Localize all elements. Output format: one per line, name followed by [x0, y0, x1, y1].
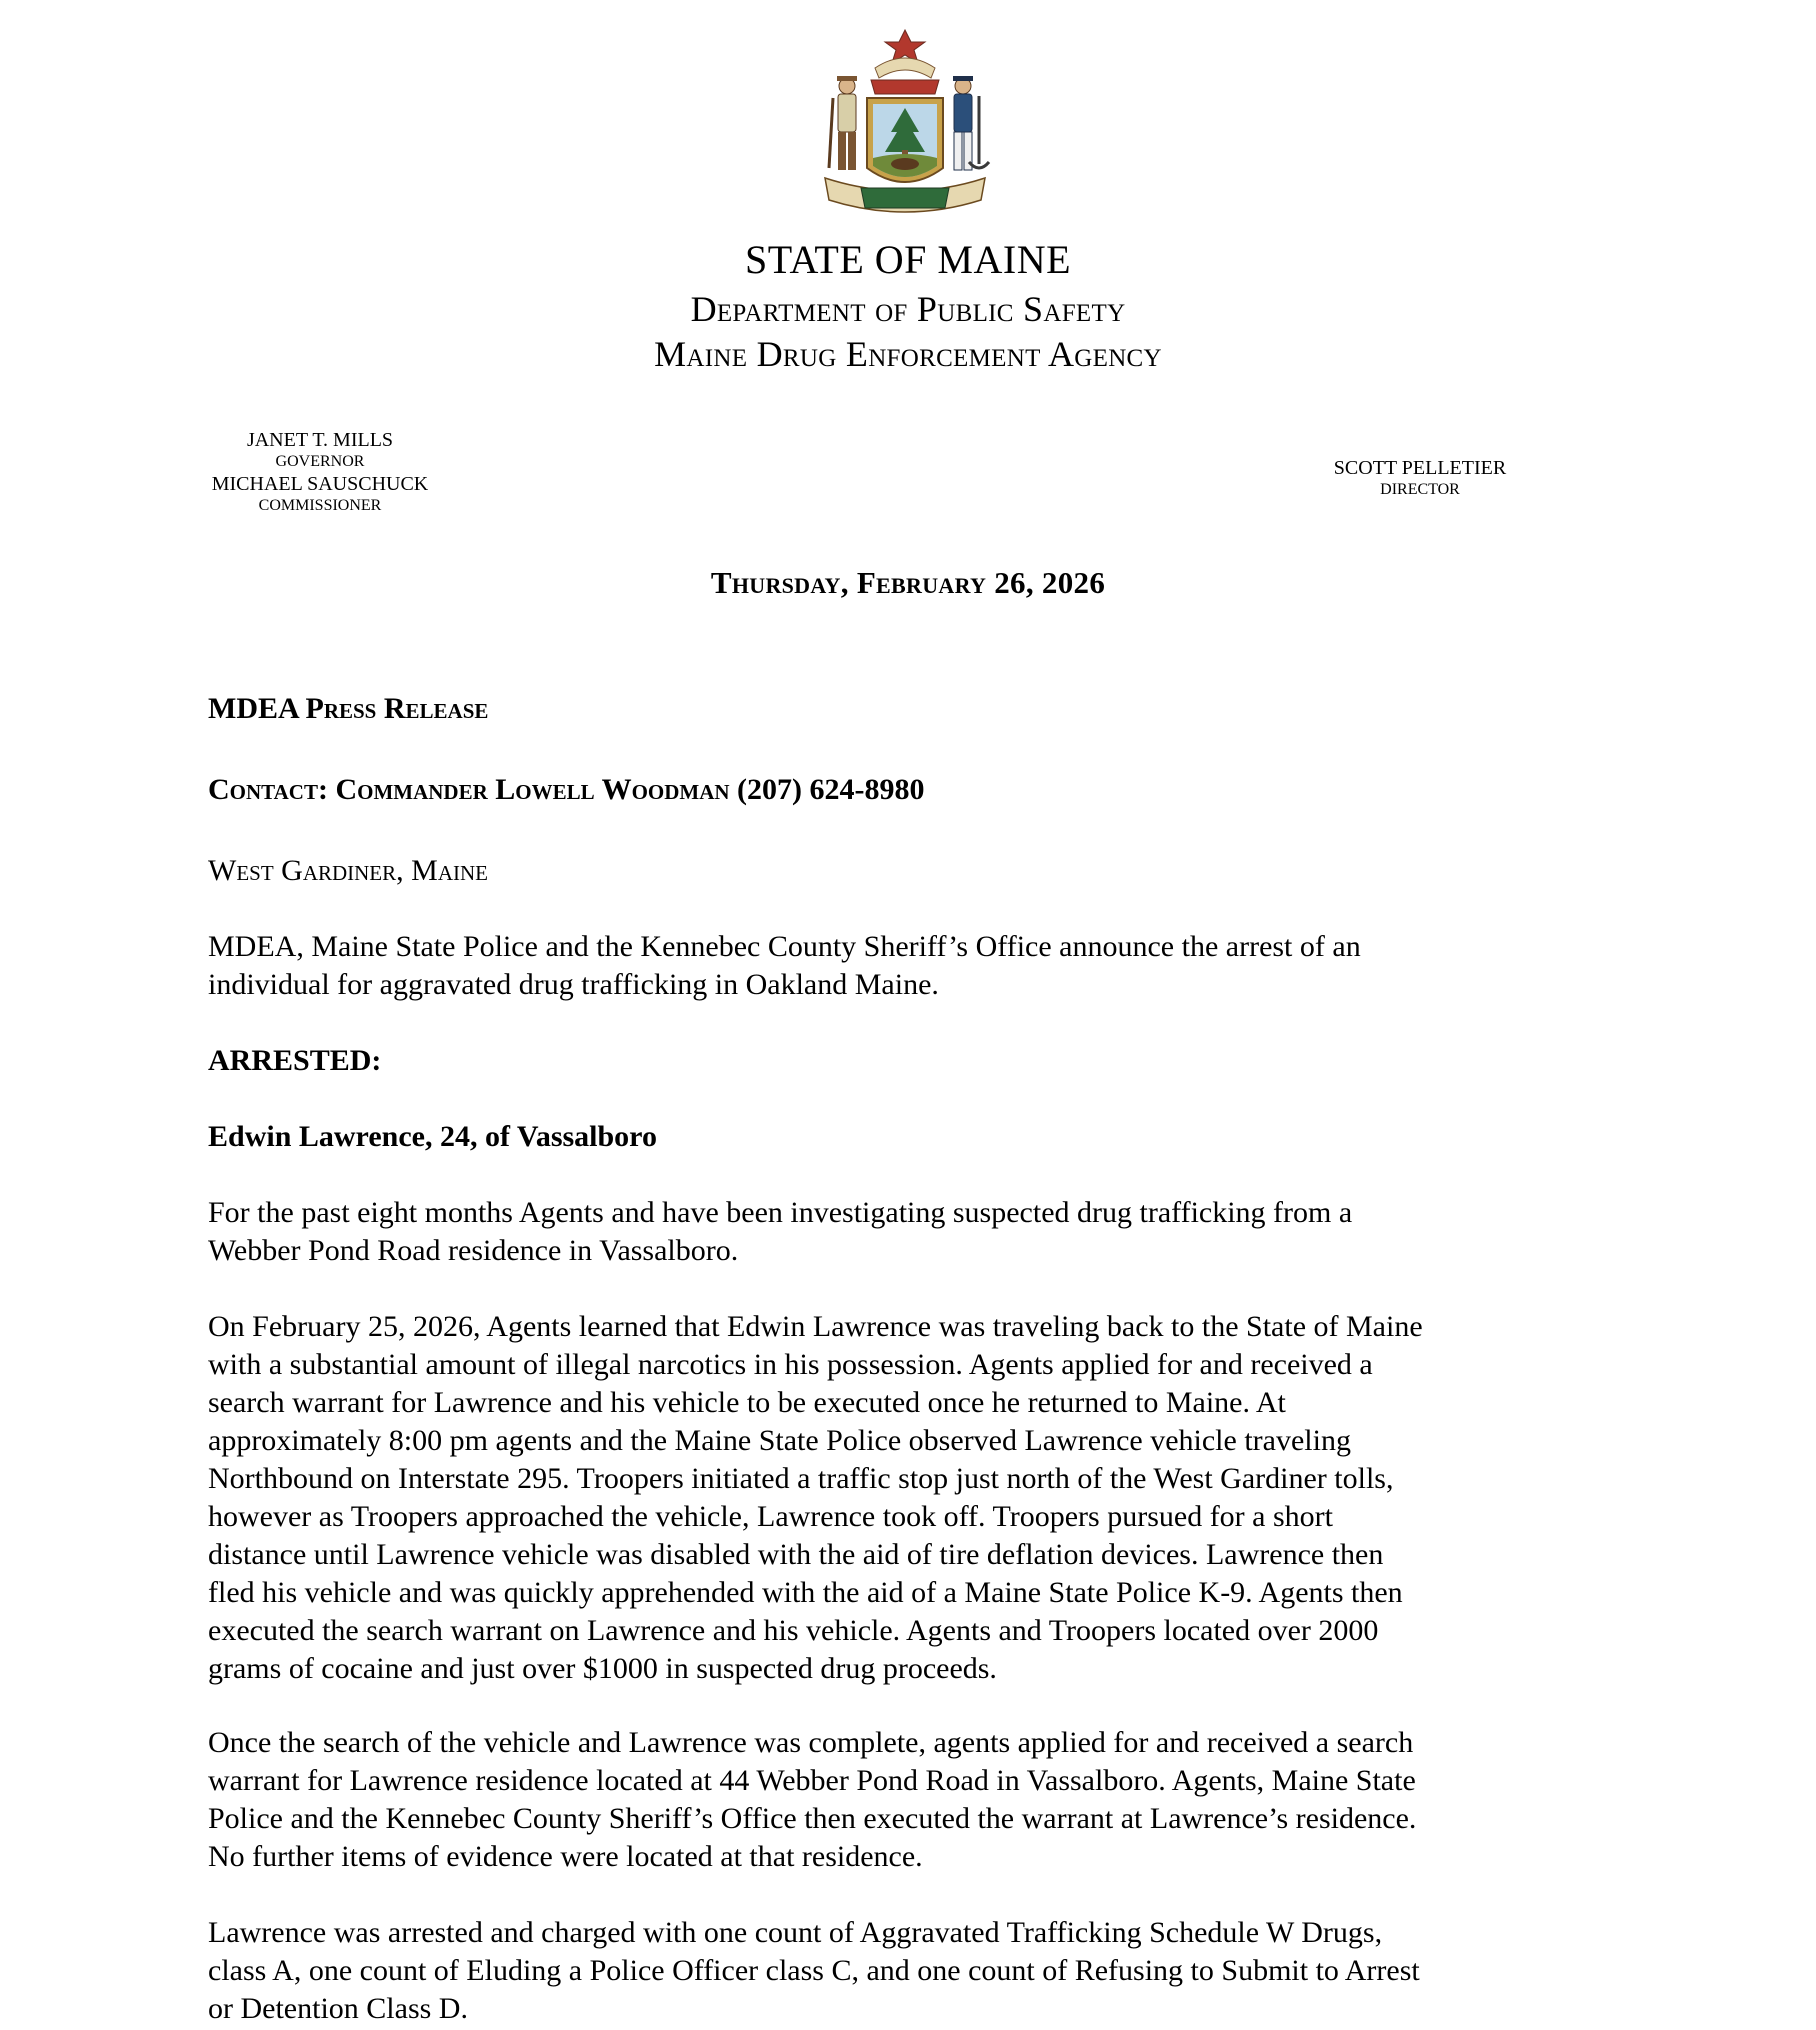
paragraph-line: No further items of evidence were located at that residence.: [208, 1840, 923, 1873]
left-officials: [200, 428, 440, 516]
paragraph-line: search warrant for Lawrence and his vehicle to be executed once he returned to Maine. At: [208, 1386, 1286, 1419]
paragraph-line: approximately 8:00 pm agents and the Maine State Police observed Lawrence vehicle traveling: [208, 1424, 1351, 1457]
governor-name: JANET T. MILLS: [246, 429, 394, 451]
department-title: Department of Public Safety: [690, 289, 1126, 329]
release-heading: MDEA Press Release: [208, 692, 489, 725]
paragraph-line: Northbound on Interstate 295. Troopers initiated a traffic stop just north of the West Gardiner tolls,: [208, 1462, 1394, 1495]
paragraph-line: Once the search of the vehicle and Lawrence was complete, agents applied for and received a search: [208, 1726, 1414, 1759]
paragraph-charges: [208, 1914, 1608, 2028]
paragraph-line: class A, one count of Eluding a Police Officer class C, and one count of Refusing to Submit to Arrest: [208, 1954, 1420, 1987]
maine-state-seal-icon: [805, 28, 1005, 224]
paragraph-line: On February 25, 2026, Agents learned that Edwin Lawrence was traveling back to the State of Maine: [208, 1310, 1423, 1343]
state-title: STATE OF MAINE: [744, 237, 1072, 282]
paragraph-line: fled his vehicle and was quickly apprehended with the aid of a Maine State Police K-9. Agents then: [208, 1576, 1403, 1609]
paragraph-line: Lawrence was arrested and charged with one count of Aggravated Trafficking Schedule W Drugs,: [208, 1916, 1383, 1949]
arrested-person: Edwin Lawrence, 24, of Vassalboro: [208, 1120, 657, 1153]
contact-line: Contact: Commander Lowell Woodman (207) 624-8980: [208, 773, 925, 806]
paragraph-line: however as Troopers approached the vehicle, Lawrence took off. Troopers pursued for a short: [208, 1500, 1333, 1533]
director-title: DIRECTOR: [1380, 481, 1460, 498]
paragraph-line: Police and the Kennebec County Sheriff’s Office then executed the warrant at Lawrence’s residence.: [208, 1802, 1417, 1835]
paragraph-investigation: [208, 1194, 1608, 1270]
paragraph-line: distance until Lawrence vehicle was disabled with the aid of tire deflation devices. Lawrence then: [208, 1538, 1384, 1571]
paragraph-line: executed the search warrant on Lawrence and his vehicle. Agents and Troopers located over 2000: [208, 1614, 1379, 1647]
intro-line: individual for aggravated drug trafficking in Oakland Maine.: [208, 968, 939, 1001]
governor-title: GOVERNOR: [275, 453, 365, 470]
commissioner-name: MICHAEL SAUSCHUCK: [211, 473, 429, 495]
paragraph-line: with a substantial amount of illegal narcotics in his possession. Agents applied for and received a: [208, 1348, 1373, 1381]
paragraph-line: warrant for Lawrence residence located at 44 Webber Pond Road in Vassalboro. Agents, Maine State: [208, 1764, 1416, 1797]
paragraph-residence-search: [208, 1724, 1608, 1876]
arrested-label: ARRESTED:: [208, 1044, 382, 1077]
paragraph-line: For the past eight months Agents and have been investigating suspected drug trafficking from a: [208, 1196, 1353, 1229]
release-date: Thursday, February 26, 2026: [710, 565, 1106, 600]
dateline: West Gardiner, Maine: [208, 854, 488, 887]
right-officials: [1310, 456, 1530, 500]
paragraph-arrest-details: [208, 1308, 1608, 1688]
agency-title: Maine Drug Enforcement Agency: [654, 334, 1162, 374]
paragraph-line: grams of cocaine and just over $1000 in suspected drug proceeds.: [208, 1652, 997, 1685]
intro-paragraph: [208, 928, 1608, 1004]
director-name: SCOTT PELLETIER: [1333, 457, 1507, 479]
commissioner-title: COMMISSIONER: [258, 497, 382, 514]
paragraph-line: Webber Pond Road residence in Vassalboro.: [208, 1234, 739, 1267]
intro-line: MDEA, Maine State Police and the Kennebec County Sheriff’s Office announce the arrest of an: [208, 930, 1361, 963]
paragraph-line: or Detention Class D.: [208, 1992, 468, 2025]
